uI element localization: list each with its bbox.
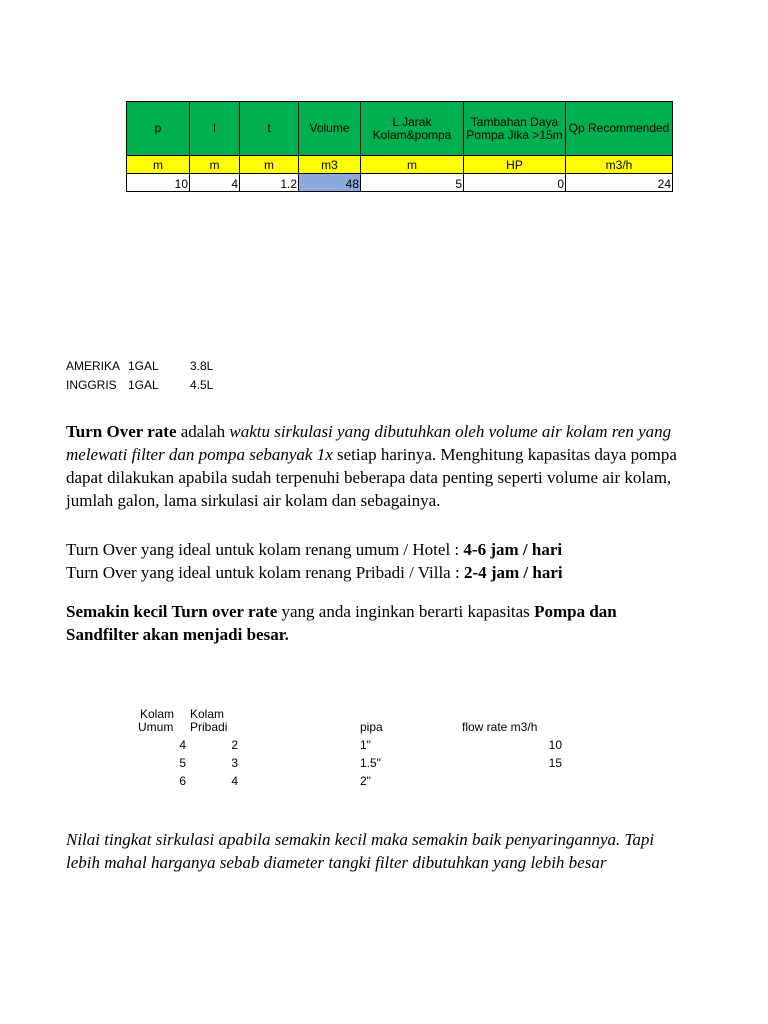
value-row	[127, 174, 673, 192]
gallon-unit: 1GAL	[128, 378, 159, 392]
col-flow-rate: flow rate m3/h	[462, 720, 538, 734]
turnover-connector: adalah	[176, 422, 230, 441]
unit-cell[interactable]: m	[361, 156, 464, 174]
header-cell-jarak[interactable]: L Jarak Kolam&pompa	[361, 102, 464, 156]
col-pribadi-line1: Kolam	[190, 707, 225, 721]
umum-value: 5	[179, 756, 186, 770]
header-cell-t[interactable]: t	[240, 102, 299, 156]
unit-cell[interactable]: m3/h	[566, 156, 673, 174]
header-cell-volume[interactable]: Volume	[299, 102, 361, 156]
header-cell-p[interactable]: p	[127, 102, 190, 156]
umum-value: 6	[179, 774, 186, 788]
gallon-country: AMERIKA	[66, 359, 121, 373]
pribadi-value: 3	[231, 756, 238, 770]
pipa-value: 2"	[360, 774, 371, 788]
closing-note-text: Nilai tingkat sirkulasi apabila semakin kecil maka semakin baik penyaringannya. Tapi lebih mahal harganya sebab diameter tangki filter dibutuhkan yang lebih besar	[66, 830, 655, 872]
value-cell-tambahan-daya[interactable]: 0	[464, 174, 566, 192]
col-umum-line2: Umum	[138, 720, 174, 734]
gallon-country: INGGRIS	[66, 378, 117, 392]
semakin-bold-2: Pompa dan Sandfilter akan menjadi besar.	[66, 602, 617, 644]
semakin-bold-1: Semakin kecil Turn over rate	[66, 602, 278, 621]
turnover-term: Turn Over rate	[66, 422, 177, 441]
value-cell-qp[interactable]: 24	[566, 174, 673, 192]
col-pipa: pipa	[360, 720, 383, 734]
pump-calc-table	[126, 101, 673, 192]
umum-value: 4	[179, 738, 186, 752]
value-cell-l[interactable]: 4	[190, 174, 240, 192]
pipa-value: 1.5"	[360, 756, 381, 770]
value-cell-jarak[interactable]: 5	[361, 174, 464, 192]
ideal-line-pribadi	[66, 561, 716, 584]
header-cell-l[interactable]: l	[190, 102, 240, 156]
value-cell-p[interactable]: 10	[127, 174, 190, 192]
ideal-line-prefix: Turn Over yang ideal untuk kolam renang umum / Hotel :	[66, 540, 464, 559]
unit-cell[interactable]: m	[190, 156, 240, 174]
gallon-liters: 3.8L	[190, 359, 214, 373]
ideal-line-value: 2-4 jam / hari	[463, 563, 563, 582]
gallon-unit: 1GAL	[128, 359, 159, 373]
header-cell-tambahan-daya[interactable]: Tambahan Daya Pompa Jika >15m	[464, 102, 566, 156]
ideal-line-value: 4-6 jam / hari	[463, 540, 563, 559]
closing-note	[66, 828, 676, 874]
unit-cell[interactable]: m	[127, 156, 190, 174]
ideal-turnover-lines	[66, 538, 716, 584]
flow-value: 15	[548, 756, 562, 770]
turnover-rest: setiap harinya. Menghitung kapasitas daya pompa dapat dilakukan apabila sudah terpenuhi beberapa data penting seperti volume air kolam, jumlah galon, lama sirkulasi air kolam dan sebagainya.	[66, 445, 677, 510]
gallon-liters: 4.5L	[190, 378, 214, 392]
turnover-paragraph	[66, 420, 686, 512]
col-umum-line1: Kolam	[140, 707, 175, 721]
unit-cell[interactable]: m	[240, 156, 299, 174]
pribadi-value: 4	[231, 774, 238, 788]
unit-cell[interactable]: HP	[464, 156, 566, 174]
pipa-value: 1"	[360, 738, 371, 752]
turnover-definition: waktu sirkulasi yang dibutuhkan oleh volume air kolam ren yang melewati filter dan pompa sebanyak 1x	[66, 422, 672, 464]
header-row	[127, 102, 673, 156]
semakin-paragraph	[66, 600, 686, 646]
unit-row	[127, 156, 673, 174]
unit-cell[interactable]: m3	[299, 156, 361, 174]
header-cell-qp[interactable]: Qp Recommended	[566, 102, 673, 156]
value-cell-volume-selected[interactable]: 48	[299, 174, 361, 192]
semakin-normal: yang anda inginkan berarti kapasitas	[277, 602, 535, 621]
ideal-line-prefix: Turn Over yang ideal untuk kolam renang Pribadi / Villa :	[66, 563, 464, 582]
ideal-line-umum	[66, 538, 716, 561]
pribadi-value: 2	[231, 738, 238, 752]
flow-value: 10	[548, 738, 562, 752]
col-pribadi-line2: Pribadi	[190, 720, 228, 734]
value-cell-t[interactable]: 1.2	[240, 174, 299, 192]
